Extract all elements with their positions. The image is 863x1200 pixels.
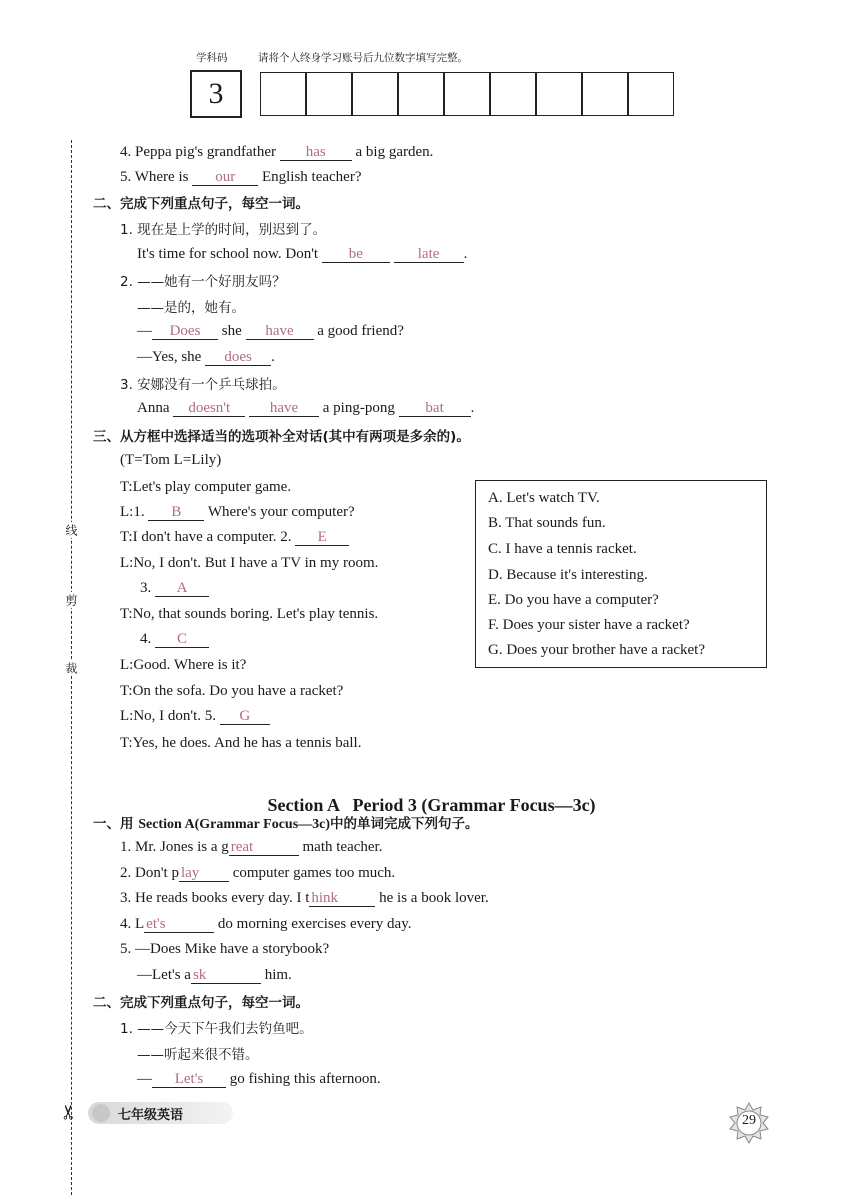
account-digit-box[interactable] (352, 72, 398, 116)
dialogue-line: L:No, I don't. But I have a TV in my room. (120, 555, 379, 571)
section-heading: 一、用 Section A(Grammar Focus—3c)中的单词完成下列句子。 (93, 816, 479, 832)
account-digit-box[interactable] (628, 72, 674, 116)
dialogue-line: T:Yes, he does. And he has a tennis ball. (120, 735, 362, 751)
answer-blank[interactable]: doesn't (173, 400, 245, 417)
question-line: 2. Don't p lay computer games too much. (120, 865, 396, 881)
answer-blank[interactable]: bat (399, 400, 471, 417)
question-en: — Let's go fishing this afternoon. (137, 1071, 381, 1087)
dialogue-line: T:On the sofa. Do you have a racket? (120, 683, 344, 699)
answer-blank[interactable]: G (220, 708, 270, 725)
answer-blank[interactable]: hink (309, 890, 375, 907)
option-item: C. I have a tennis racket. (488, 541, 637, 557)
subject-code-label: 学科码 (196, 52, 228, 64)
question-cn: 3. 安娜没有一个乒乓球拍。 (120, 377, 286, 393)
question-cn: ——听起来很不错。 (137, 1047, 259, 1063)
answer-blank[interactable]: does (205, 349, 271, 366)
question-cn: 1. ——今天下午我们去钓鱼吧。 (120, 1021, 313, 1037)
dialogue-line: 4. C (140, 629, 209, 649)
dialogue-line: T:No, that sounds boring. Let's play tennis. (120, 606, 379, 622)
question-line: 3. He reads books every day. I t hink he is a book lover. (120, 890, 489, 906)
cut-mark-trim: 裁 (64, 662, 78, 674)
question-line: 4. L et's do morning exercises every day. (120, 916, 412, 932)
question-cn: 1. 现在是上学的时间，别迟到了。 (120, 222, 327, 238)
dialogue-line: L:1. B Where's your computer? (120, 504, 355, 520)
question-4: 4. Peppa pig's grandfather has a big garden. (120, 144, 434, 160)
dialogue-legend: (T=Tom L=Lily) (120, 452, 222, 468)
dialogue-line: L:No, I don't. 5. G (120, 706, 270, 726)
answer-blank[interactable]: lay (179, 865, 229, 882)
question-cn: ——是的，她有。 (137, 300, 245, 316)
answer-blank[interactable]: et's (144, 916, 214, 933)
section-heading: 二、完成下列重点句子，每空一词。 (93, 995, 309, 1011)
cut-mark-line: 线 (64, 524, 78, 536)
option-item: E. Do you have a computer? (488, 592, 659, 608)
cut-mark-cut: 剪 (64, 594, 78, 606)
dialogue-line: T:Let's play computer game. (120, 479, 292, 495)
footer-book-title: 七年级英语 (118, 1108, 184, 1123)
account-digit-box[interactable] (260, 72, 306, 116)
answer-blank[interactable]: E (295, 529, 349, 546)
footer-badge-icon (92, 1104, 110, 1122)
account-digit-box[interactable] (444, 72, 490, 116)
answer-blank[interactable]: have (246, 323, 314, 340)
question-5: 5. Where is our English teacher? (120, 169, 362, 185)
question-en: —Yes, she does . (137, 349, 275, 365)
question-line: —Let's a sk him. (137, 967, 292, 983)
page-number: 29 (742, 1113, 756, 1128)
subject-code-box (190, 70, 242, 118)
answer-blank[interactable]: reat (229, 839, 299, 856)
question-cn: 2. ——她有一个好朋友吗？ (120, 274, 286, 290)
question-line: 1. Mr. Jones is a g reat math teacher. (120, 839, 383, 855)
account-digit-box[interactable] (398, 72, 444, 116)
section-heading: 三、从方框中选择适当的选项补全对话(其中有两项是多余的)。 (93, 429, 470, 445)
answer-blank[interactable]: Let's (152, 1071, 226, 1088)
account-digit-box[interactable] (536, 72, 582, 116)
answer-blank[interactable]: be (322, 246, 390, 263)
option-item: G. Does your brother have a racket? (488, 642, 705, 658)
options-box (475, 480, 767, 668)
account-digit-box[interactable] (306, 72, 352, 116)
answer-blank[interactable]: B (148, 504, 204, 521)
scissors-icon: ✂ (56, 1103, 81, 1121)
dialogue-line: T:I don't have a computer. 2. E (120, 527, 349, 547)
answer-blank[interactable]: our (192, 169, 258, 186)
account-digit-box[interactable] (582, 72, 628, 116)
option-item: F. Does your sister have a racket? (488, 617, 690, 633)
question-line: 5. —Does Mike have a storybook? (120, 941, 330, 957)
answer-blank[interactable]: late (394, 246, 464, 263)
answer-blank[interactable]: has (280, 144, 352, 161)
account-digit-box[interactable] (490, 72, 536, 116)
subject-code: 3 (208, 77, 224, 110)
option-item: B. That sounds fun. (488, 515, 606, 531)
answer-blank[interactable]: Does (152, 323, 218, 340)
account-instruction: 请将个人终身学习账号后九位数字填写完整。 (258, 52, 468, 64)
option-item: D. Because it's interesting. (488, 567, 648, 583)
question-en: — Does she have a good friend? (137, 323, 404, 339)
answer-blank[interactable]: sk (191, 967, 261, 984)
section-title: Section A Period 3 (Grammar Focus—3c) (267, 795, 596, 815)
answer-blank[interactable]: A (155, 580, 209, 597)
dialogue-line: 3. A (140, 578, 209, 598)
question-en: Anna doesn't have a ping-pong bat . (137, 400, 475, 416)
option-item: A. Let's watch TV. (488, 490, 600, 506)
question-en: It's time for school now. Don't be late . (137, 246, 468, 262)
section-heading: 二、完成下列重点句子，每空一词。 (93, 196, 309, 212)
dialogue-line: L:Good. Where is it? (120, 657, 247, 673)
answer-blank[interactable]: have (249, 400, 319, 417)
answer-blank[interactable]: C (155, 631, 209, 648)
